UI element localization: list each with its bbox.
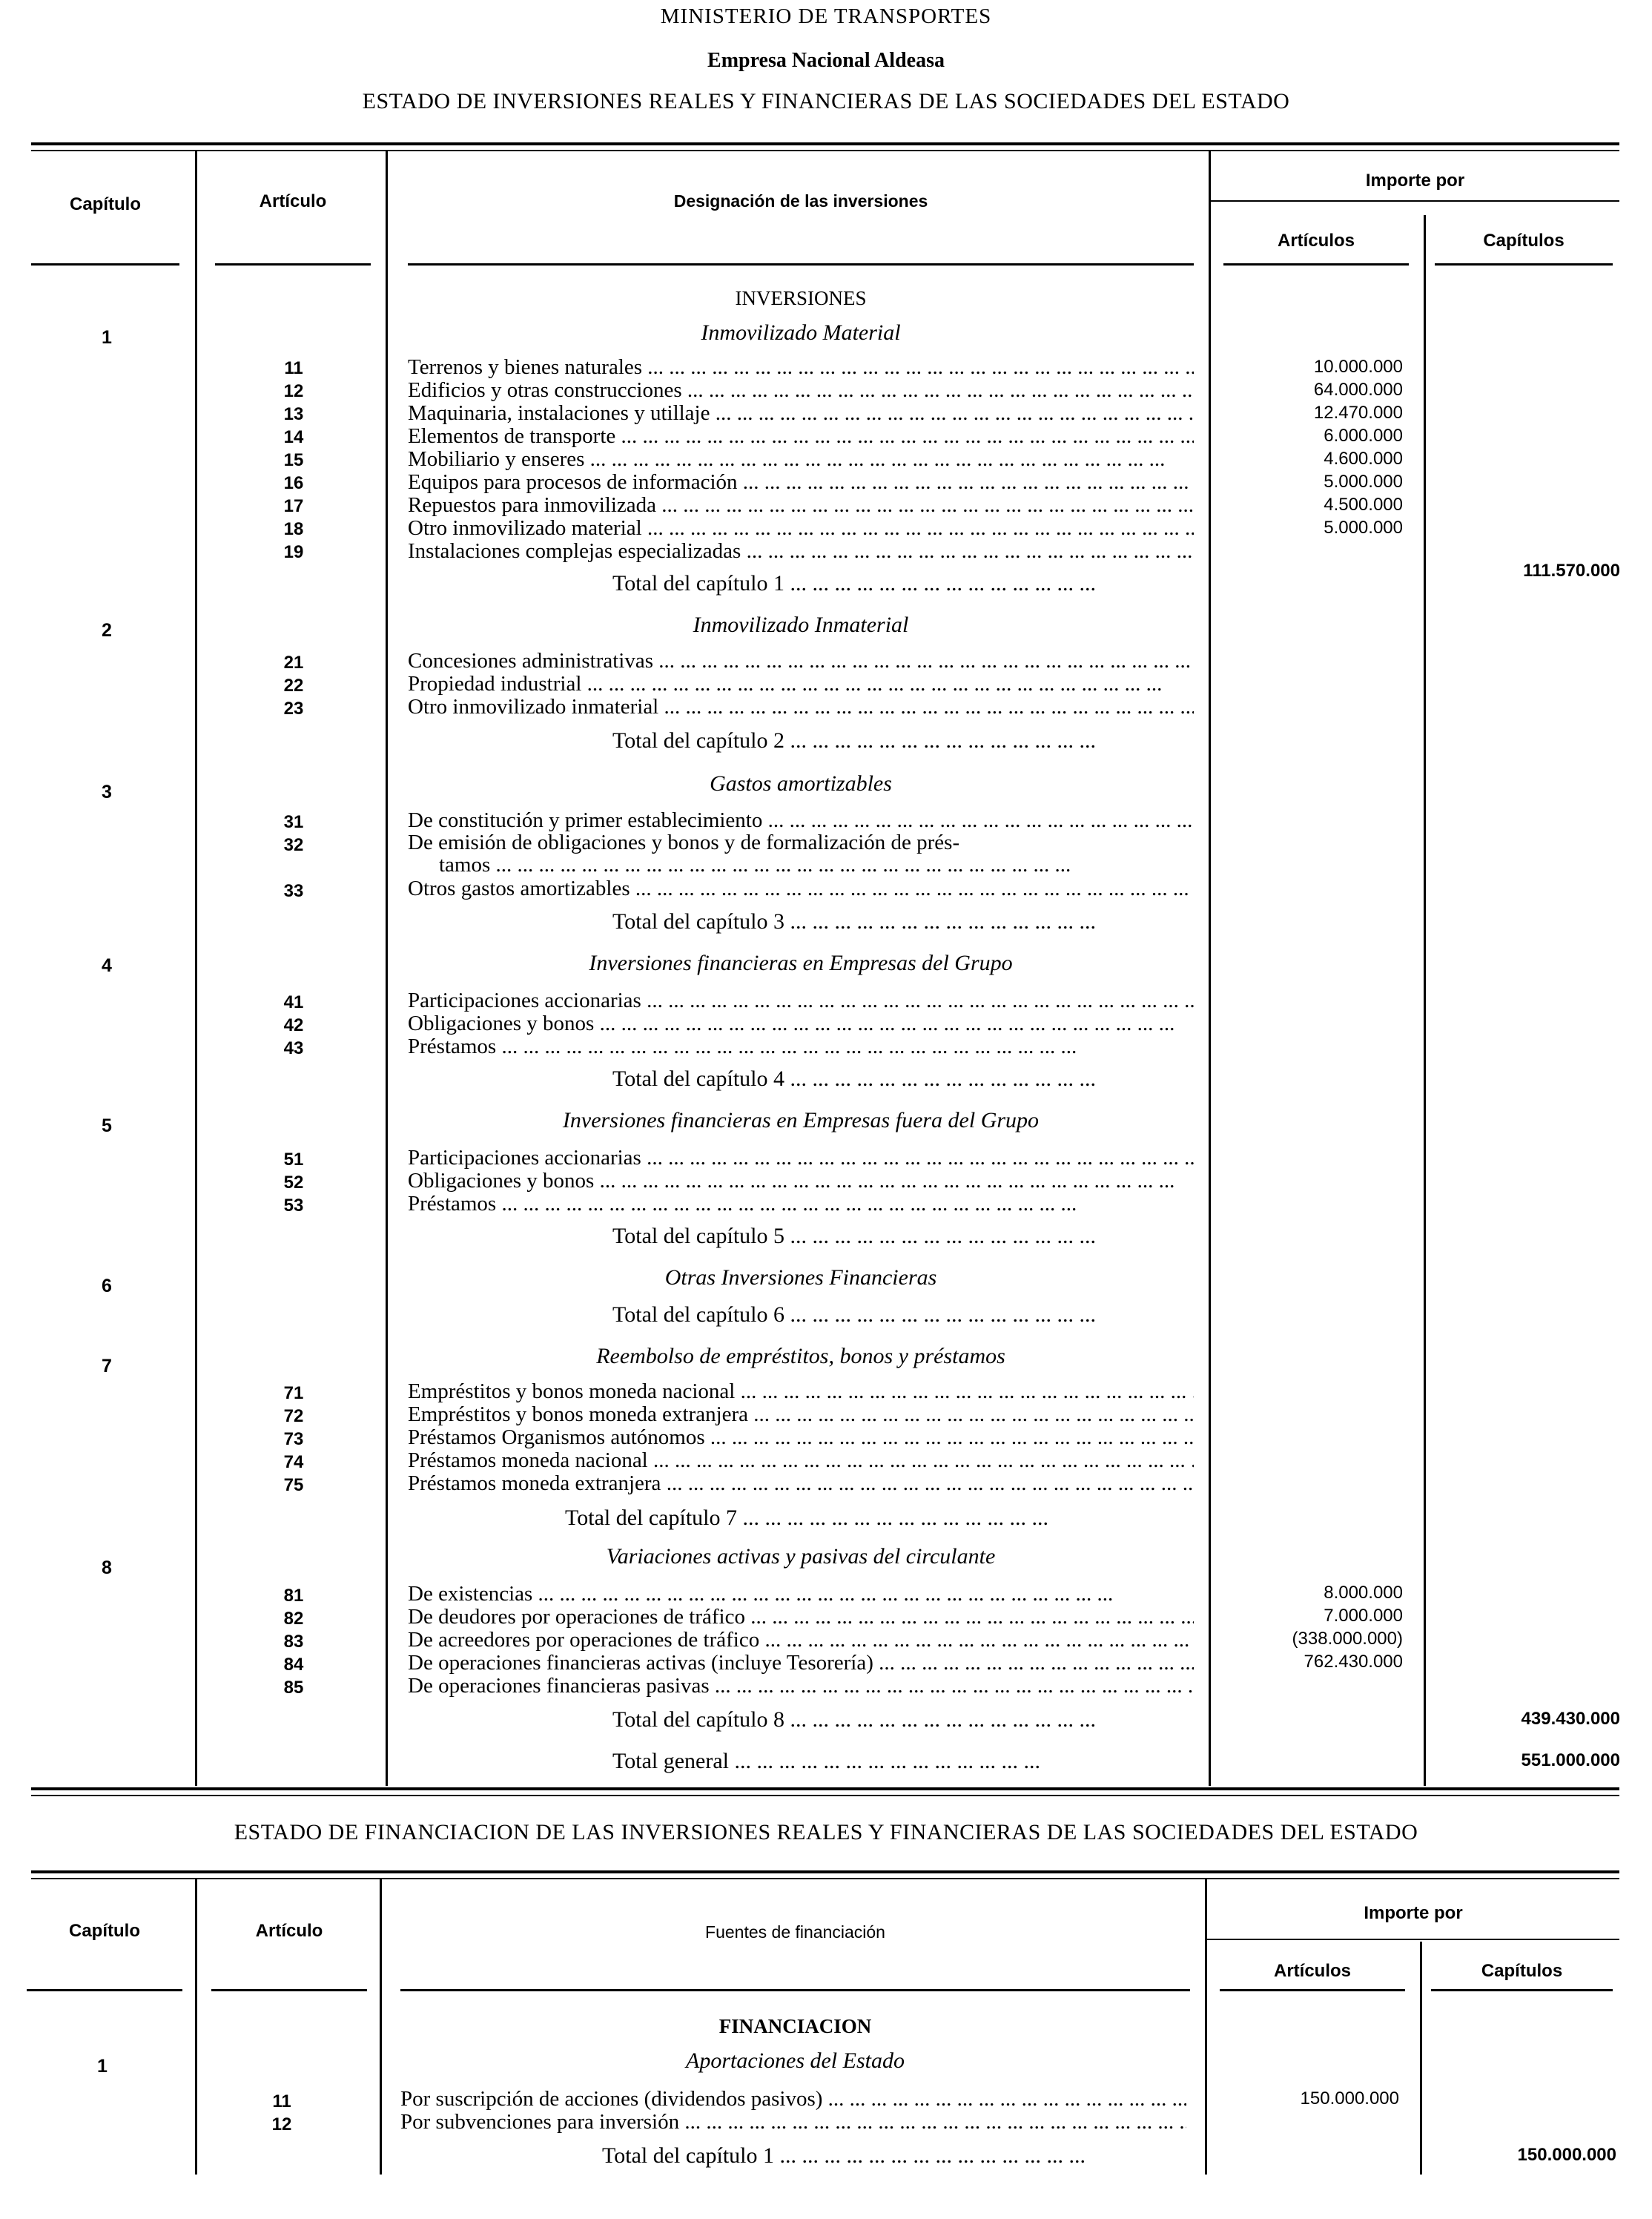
chapter-title: Inmovilizado Material: [701, 320, 901, 345]
chapter-total-label: Total del capítulo 5 ... .: [612, 1224, 1194, 1249]
chapter-total-label: Total del capítulo 7 ... .: [565, 1506, 1194, 1531]
article-num: 74: [283, 1452, 304, 1472]
col-articulo: Artículo: [255, 1921, 323, 1941]
article-num: 33: [283, 881, 304, 901]
article-num: 53: [283, 1196, 304, 1216]
table2-top-rule: [31, 1870, 1619, 1873]
article-num: 82: [283, 1609, 304, 1629]
col-capitulo: Capítulo: [69, 1921, 140, 1941]
table1-vline-3: [1209, 151, 1211, 1786]
table1-vline-2: [386, 151, 388, 1786]
table2-vline-4: [1420, 1942, 1422, 2175]
article-desc: De emisión de obligaciones y bonos y de formalización de prés-: [408, 831, 960, 854]
article-amount: 10.000.000: [1313, 357, 1403, 377]
table1-top-rule-2: [31, 150, 1619, 151]
chapter-title: Inversiones financieras en Empresas fuera del Grupo: [562, 1108, 1040, 1132]
article-desc: Préstamos moneda nacional ... .: [408, 1448, 1194, 1473]
article-desc: Mobiliario y enseres ... .: [408, 447, 1194, 472]
table1-hdr-rule-1: [31, 263, 179, 266]
table1-bottom-rule-2: [31, 1795, 1619, 1796]
article-desc: Préstamos ... .: [408, 1035, 1194, 1059]
article-desc: Equipos para procesos de información ... .: [408, 470, 1194, 495]
chapter-num: 1: [97, 2056, 108, 2077]
article-num: 21: [283, 653, 304, 673]
article-num: 73: [283, 1429, 304, 1449]
article-num: 41: [283, 992, 304, 1012]
table2-vline-1: [195, 1879, 197, 2175]
article-desc: Empréstitos y bonos moneda nacional ... .: [408, 1379, 1194, 1404]
article-num: 51: [283, 1150, 304, 1170]
table2-vline-2: [380, 1879, 382, 2175]
article-amount: 8.000.000: [1324, 1583, 1403, 1603]
table1-bottom-rule: [31, 1787, 1619, 1790]
article-num: 75: [283, 1475, 304, 1495]
article-num: 14: [283, 427, 304, 447]
chapter-total-label: Total del capítulo 3 ... .: [612, 909, 1194, 934]
article-desc: Elementos de transporte ... .: [408, 424, 1194, 449]
article-amount: 150.000.000: [1300, 2088, 1399, 2108]
table2-hdr-rule-5: [1431, 1989, 1613, 1991]
col-fuentes: Fuentes de financiación: [705, 1922, 885, 1942]
article-num: 85: [283, 1678, 304, 1698]
article-num: 12: [271, 2114, 292, 2134]
article-desc: Obligaciones y bonos ... .: [408, 1012, 1194, 1036]
chapter-num: 8: [102, 1557, 112, 1578]
chapter-total-label: Total del capítulo 1 ... .: [612, 571, 1194, 596]
article-num: 16: [283, 473, 304, 493]
article-desc: Otros gastos amortizables ... .: [408, 877, 1194, 901]
article-amount: 64.000.000: [1313, 380, 1403, 400]
article-desc: Repuestos para inmovilizada ... .: [408, 493, 1194, 518]
article-desc: De constitución y primer establecimiento ... .: [408, 808, 1194, 833]
article-num: 19: [283, 542, 304, 562]
chapter-total-label: Total del capítulo 6 ... .: [612, 1302, 1194, 1328]
table2-hdr-rule-4: [1220, 1989, 1405, 1991]
article-num: 18: [283, 519, 304, 539]
chapter-num: 4: [102, 955, 112, 976]
financiacion-heading: FINANCIACION: [718, 2015, 872, 2037]
article-num: 31: [283, 812, 304, 832]
chapter-total-label: Total del capítulo 1 ... .: [602, 2143, 1188, 2169]
chapter-total-amount: 439.430.000: [1521, 1709, 1620, 1729]
article-num: 52: [283, 1173, 304, 1193]
table1-vline-4: [1424, 215, 1426, 1786]
chapter-title: Variaciones activas y pasivas del circulante: [606, 1544, 996, 1569]
table1-vline-1: [195, 151, 197, 1786]
article-desc: De acreedores por operaciones de tráfico ... .: [408, 1628, 1194, 1652]
article-num: 22: [283, 676, 304, 696]
article-num: 12: [283, 381, 304, 401]
table1-title: ESTADO DE INVERSIONES REALES Y FINANCIERAS DE LAS SOCIEDADES DEL ESTADO: [362, 89, 1290, 113]
article-num: 32: [283, 835, 304, 855]
article-num: 43: [283, 1038, 304, 1058]
chapter-title: Inversiones financieras en Empresas del Grupo: [589, 951, 1013, 975]
article-amount: (338.000.000): [1292, 1629, 1403, 1649]
col-articulo: Artículo: [259, 191, 327, 211]
col-capitulo: Capítulo: [70, 194, 141, 214]
article-desc: Concesiones administrativas ... .: [408, 649, 1194, 673]
article-amount: 5.000.000: [1324, 472, 1403, 492]
article-desc: Terrenos y bienes naturales ... .: [408, 355, 1194, 380]
table2-importe-rule: [1207, 1939, 1619, 1940]
article-desc: Propiedad industrial ... .: [408, 672, 1194, 696]
table2-top-rule-2: [31, 1878, 1619, 1879]
article-num: 81: [283, 1586, 304, 1606]
chapter-title: Otras Inversiones Financieras: [664, 1265, 937, 1290]
article-desc: Instalaciones complejas especializadas ... .: [408, 539, 1194, 564]
grand-total-label: Total general ... .: [612, 1749, 1194, 1774]
col-designacion: Designación de las inversiones: [673, 191, 928, 211]
article-num: 17: [283, 496, 304, 516]
article-desc: Por subvenciones para inversión ... .: [400, 2110, 1186, 2134]
chapter-num: 5: [102, 1115, 112, 1136]
article-num: 13: [283, 404, 304, 424]
table2-title: ESTADO DE FINANCIACION DE LAS INVERSIONES REALES Y FINANCIERAS DE LAS SOCIEDADES DEL ESTADO: [234, 1820, 1418, 1844]
col-articulos: Artículos: [1273, 1961, 1351, 1981]
article-desc: Empréstitos y bonos moneda extranjera ... .: [408, 1402, 1194, 1427]
article-num: 11: [284, 358, 303, 378]
article-amount: 4.500.000: [1324, 495, 1403, 515]
article-amount: 5.000.000: [1324, 518, 1403, 538]
article-desc: Obligaciones y bonos ... .: [408, 1169, 1194, 1193]
article-desc: De operaciones financieras pasivas ... .: [408, 1674, 1194, 1698]
chapter-title: Inmovilizado Inmaterial: [693, 613, 909, 637]
article-amount: 7.000.000: [1324, 1606, 1403, 1626]
article-amount: 762.430.000: [1304, 1652, 1403, 1672]
article-num: 11: [272, 2091, 291, 2111]
article-desc: Maquinaria, instalaciones y utillaje ... .: [408, 401, 1194, 426]
article-num: 42: [283, 1015, 304, 1035]
chapter-title: Aportaciones del Estado: [686, 2048, 905, 2073]
article-desc: Participaciones accionarias ... .: [408, 989, 1194, 1013]
table2-hdr-rule-2: [211, 1989, 367, 1991]
article-desc: Edificios y otras construcciones ... .: [408, 378, 1194, 403]
article-desc: De deudores por operaciones de tráfico ... .: [408, 1605, 1194, 1629]
col-capitulos: Capítulos: [1481, 1961, 1563, 1981]
article-desc-cont: tamos ... .: [439, 853, 1194, 877]
chapter-total-amount: 150.000.000: [1517, 2145, 1616, 2165]
table2-hdr-rule-3: [400, 1989, 1190, 1991]
table1-hdr-rule-4: [1223, 263, 1409, 266]
article-desc: Préstamos ... .: [408, 1192, 1194, 1216]
article-num: 83: [283, 1632, 304, 1652]
col-importe: Importe por: [1364, 1903, 1463, 1923]
table1-hdr-rule-5: [1435, 263, 1613, 266]
chapter-total-label: Total del capítulo 8 ... .: [612, 1707, 1194, 1732]
article-num: 72: [283, 1406, 304, 1426]
chapter-num: 3: [102, 782, 112, 802]
chapter-total-label: Total del capítulo 4 ... .: [612, 1066, 1194, 1092]
table2-hdr-rule-1: [27, 1989, 182, 1991]
ministry-title: MINISTERIO DE TRANSPORTES: [660, 4, 992, 28]
chapter-num: 7: [102, 1356, 112, 1376]
article-num: 23: [283, 699, 304, 719]
col-importe: Importe por: [1365, 171, 1465, 191]
article-desc: Otro inmovilizado inmaterial ... .: [408, 695, 1194, 719]
chapter-title: Reembolso de empréstitos, bonos y préstamos: [596, 1344, 1005, 1368]
chapter-total-label: Total del capítulo 2 ... .: [612, 728, 1194, 754]
article-num: 15: [283, 450, 304, 470]
article-amount: 4.600.000: [1324, 449, 1403, 469]
company-name: Empresa Nacional Aldeasa: [707, 49, 945, 72]
col-articulos: Artículos: [1277, 231, 1355, 251]
article-desc: De operaciones financieras activas (incluye Tesorería) ... .: [408, 1651, 1194, 1675]
col-capitulos: Capítulos: [1483, 231, 1565, 251]
article-num: 71: [283, 1383, 304, 1403]
grand-total-amount: 551.000.000: [1521, 1750, 1620, 1770]
article-num: 84: [283, 1655, 304, 1675]
inversiones-heading: INVERSIONES: [735, 287, 867, 309]
article-desc: Por suscripción de acciones (dividendos pasivos) ... .: [400, 2087, 1186, 2111]
chapter-title: Gastos amortizables: [710, 771, 892, 796]
chapter-num: 1: [102, 327, 112, 348]
article-desc: Participaciones accionarias ... .: [408, 1146, 1194, 1170]
article-desc: Préstamos moneda extranjera ... .: [408, 1471, 1194, 1496]
table1-importe-rule: [1211, 200, 1619, 202]
chapter-num: 2: [102, 620, 112, 641]
table1-hdr-rule-2: [215, 263, 371, 266]
article-amount: 6.000.000: [1324, 426, 1403, 446]
table1-top-rule: [31, 142, 1619, 145]
chapter-num: 6: [102, 1276, 112, 1296]
article-desc: Otro inmovilizado material ... .: [408, 516, 1194, 541]
article-desc: De existencias ... .: [408, 1582, 1194, 1606]
chapter-total-amount: 111.570.000: [1523, 561, 1620, 581]
article-amount: 12.470.000: [1313, 403, 1403, 423]
article-desc: Préstamos Organismos autónomos ... .: [408, 1425, 1194, 1450]
table1-hdr-rule-3: [408, 263, 1194, 266]
